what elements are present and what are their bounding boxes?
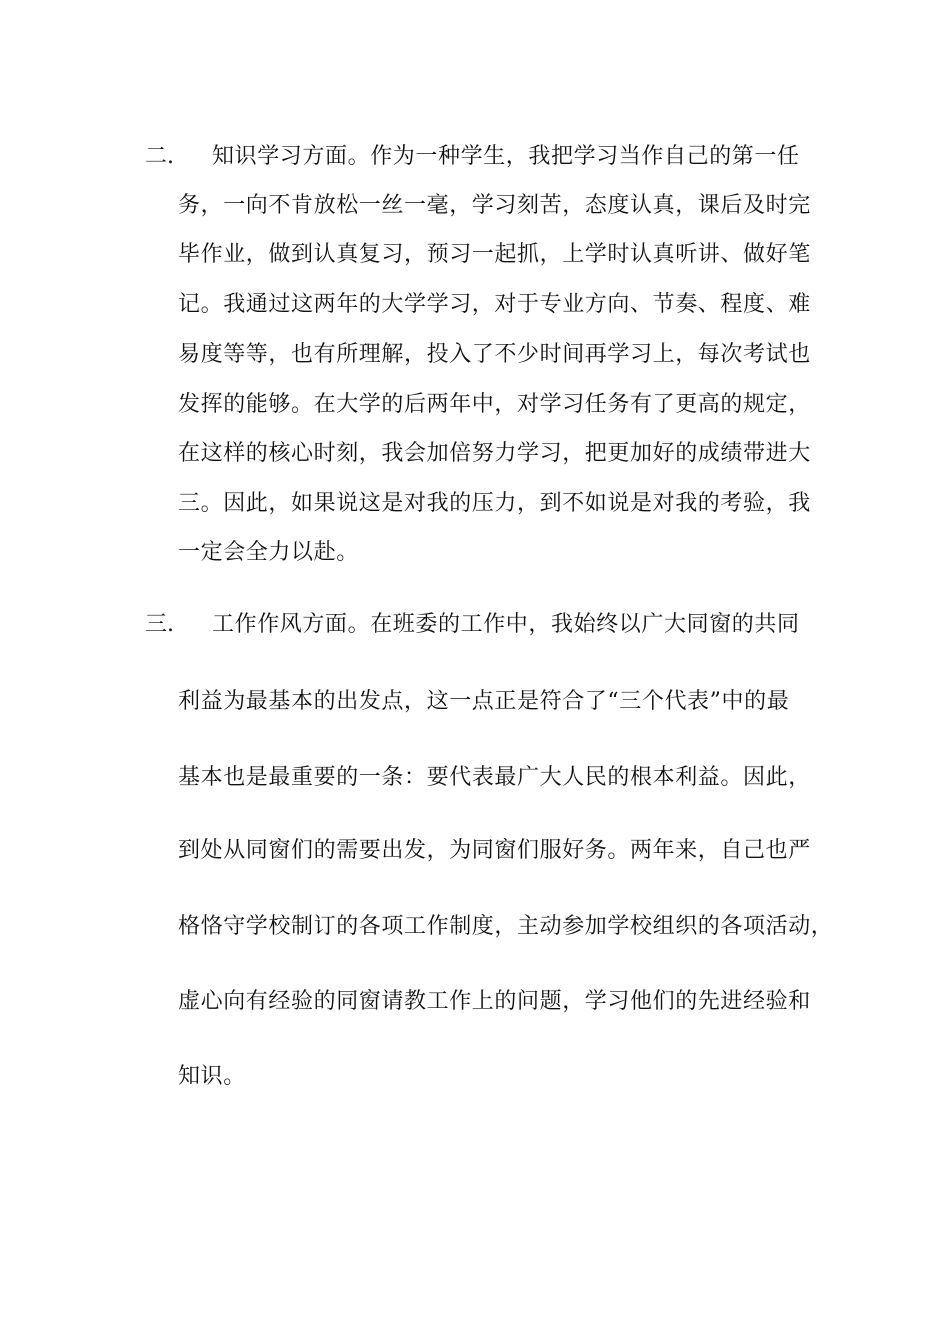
paragraph-line: 到处从同窗们的需要出发，为同窗们服好务。两年来，自己也严 — [178, 838, 811, 863]
section-marker: 二. — [145, 144, 174, 169]
section-marker: 三. — [145, 612, 174, 637]
paragraph-line: 易度等等，也有所理解，投入了不少时间再学习上，每次考试也 — [178, 342, 811, 367]
paragraph-line: 务，一向不肯放松一丝一毫，学习刻苦，态度认真，课后及时完 — [178, 193, 811, 218]
paragraph-line: 三。因此，如果说这是对我的压力，到不如说是对我的考验，我 — [178, 491, 811, 516]
paragraph-line: 工作作风方面。在班委的工作中，我始终以广大同窗的共同 — [212, 612, 800, 637]
paragraph-line: 知识。 — [178, 1064, 246, 1089]
paragraph-line: 知识学习方面。作为一种学生，我把学习当作自己的第一任 — [212, 144, 800, 169]
paragraph-line: 在这样的核心时刻，我会加倍努力学习，把更加好的成绩带进大 — [178, 441, 811, 466]
paragraph-line: 基本也是最重要的一条：要代表最广大人民的根本利益。因此， — [178, 765, 811, 790]
paragraph-line: 格恪守学校制订的各项工作制度，主动参加学校组织的各项活动， — [178, 914, 834, 939]
paragraph-line: 记。我通过这两年的大学学习，对于专业方向、节奏、程度、难 — [178, 292, 811, 317]
paragraph-line: 发挥的能够。在大学的后两年中，对学习任务有了更高的规定， — [178, 392, 811, 417]
paragraph-line: 毕作业，做到认真复习，预习一起抓，上学时认真听讲、做好笔 — [178, 242, 811, 267]
paragraph-line: 利益为最基本的出发点，这一点正是符合了“三个代表”中的最 — [178, 689, 790, 714]
paragraph-line: 一定会全力以赴。 — [178, 540, 359, 565]
paragraph-line: 虚心向有经验的同窗请教工作上的问题，学习他们的先进经验和 — [178, 989, 811, 1014]
